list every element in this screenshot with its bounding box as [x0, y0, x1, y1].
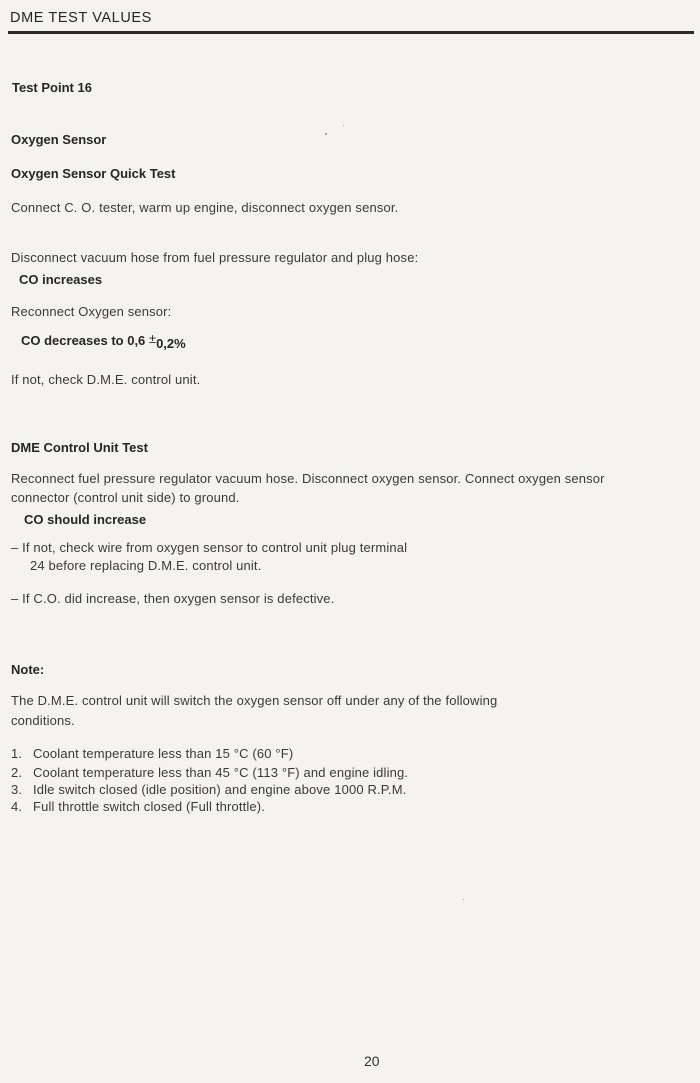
quick-test-step-1: Connect C. O. tester, warm up engine, disconnect oxygen sensor. [11, 200, 399, 215]
scan-speck [463, 899, 464, 900]
scan-speck [343, 125, 344, 126]
quick-test-step-2-result: CO increases [19, 272, 103, 287]
quick-test-heading: Oxygen Sensor Quick Test [11, 166, 176, 181]
condition-list-item: 3. Idle switch closed (idle position) and engine above 1000 R.P.M. [11, 782, 407, 797]
dash-item-1-line-1: – If not, check wire from oxygen sensor to control unit plug terminal [11, 540, 408, 555]
control-unit-result: CO should increase [24, 512, 147, 527]
scan-speck [325, 133, 327, 135]
header-rule [8, 31, 694, 34]
result-prefix: CO decreases to 0,6 [21, 333, 146, 348]
oxygen-sensor-heading: Oxygen Sensor [11, 132, 107, 147]
dash-item-1-line-2: 24 before replacing D.M.E. control unit. [30, 558, 262, 573]
quick-test-step-4: If not, check D.M.E. control unit. [11, 372, 201, 387]
note-para-line-2: conditions. [11, 713, 75, 728]
quick-test-step-3: Reconnect Oxygen sensor: [11, 304, 172, 319]
plus-minus-sign: ± [148, 331, 157, 346]
note-para-line-1: The D.M.E. control unit will switch the oxygen sensor off under any of the following [11, 693, 498, 708]
dash-item-2: – If C.O. did increase, then oxygen sensor is defective. [11, 591, 335, 606]
condition-list-item: 1. Coolant temperature less than 15 °C (60 °F) [11, 746, 294, 761]
test-point-label: Test Point 16 [12, 80, 92, 95]
page-header-title: DME TEST VALUES [10, 10, 152, 26]
note-heading: Note: [11, 662, 45, 677]
quick-test-step-2: Disconnect vacuum hose from fuel pressure regulator and plug hose: [11, 250, 419, 265]
result-suffix: 0,2% [156, 336, 186, 351]
control-unit-para-line-1: Reconnect fuel pressure regulator vacuum hose. Disconnect oxygen sensor. Connect oxygen sensor [11, 471, 605, 486]
control-unit-para-line-2: connector (control unit side) to ground. [11, 490, 240, 505]
control-unit-test-heading: DME Control Unit Test [11, 440, 148, 455]
condition-list-item: 4. Full throttle switch closed (Full throttle). [11, 799, 266, 814]
condition-list-item: 2. Coolant temperature less than 45 °C (113 °F) and engine idling. [11, 765, 409, 780]
quick-test-step-3-result [21, 331, 700, 351]
page-number: 20 [364, 1053, 380, 1069]
